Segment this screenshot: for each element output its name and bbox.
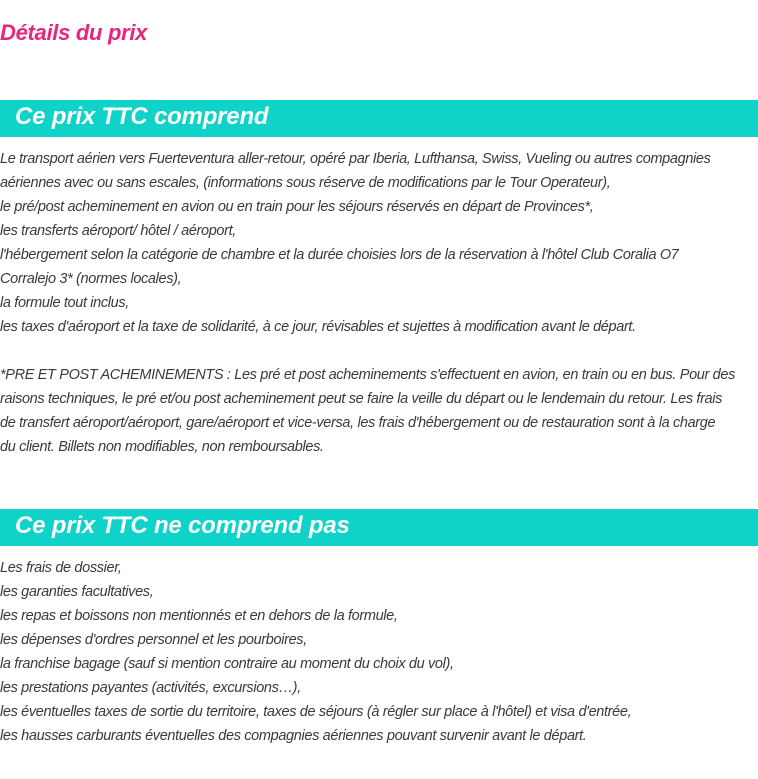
excluded-item: les prestations payantes (activités, excursions…), bbox=[0, 680, 301, 696]
included-item: aériennes avec ou sans escales, (informations sous réserve de modifications par le Tour Operateur), bbox=[0, 175, 611, 191]
page-title: Détails du prix bbox=[0, 20, 148, 45]
excluded-item: les repas et boissons non mentionnés et en dehors de la formule, bbox=[0, 608, 398, 624]
acheminement-note bbox=[0, 363, 752, 459]
excluded-list bbox=[0, 556, 752, 748]
excluded-heading: Ce prix TTC ne comprend pas bbox=[15, 512, 350, 539]
excluded-item: les garanties facultatives, bbox=[0, 584, 154, 600]
excluded-item: les hausses carburants éventuelles des compagnies aériennes pouvant survenir avant le départ. bbox=[0, 728, 587, 744]
excluded-item: la franchise bagage (sauf si mention contraire au moment du choix du vol), bbox=[0, 656, 454, 672]
note-line: raisons techniques, le pré et/ou post acheminement peut se faire la veille du départ ou le lendemain du retour. Les frais bbox=[0, 391, 723, 407]
included-list bbox=[0, 147, 752, 339]
note-line: *PRE ET POST ACHEMINEMENTS : Les pré et post acheminements s'effectuent en avion, en train ou en bus. Pour des bbox=[0, 367, 736, 383]
excluded-item: les éventuelles taxes de sortie du territoire, taxes de séjours (à régler sur place à l'hôtel) et visa d'entrée, bbox=[0, 704, 632, 720]
included-item: les transferts aéroport/ hôtel / aéroport, bbox=[0, 223, 236, 239]
included-heading: Ce prix TTC comprend bbox=[15, 103, 269, 130]
included-item: la formule tout inclus, bbox=[0, 295, 129, 311]
included-item: les taxes d'aéroport et la taxe de solidarité, à ce jour, révisables et sujettes à modification avant le départ. bbox=[0, 319, 636, 335]
excluded-section-header bbox=[0, 509, 758, 546]
excluded-item: Les frais de dossier, bbox=[0, 560, 122, 576]
included-item: l'hébergement selon la catégorie de chambre et la durée choisies lors de la réservation à l'hôtel Club Coralia O7 bbox=[0, 247, 679, 263]
note-line: de transfert aéroport/aéroport, gare/aéroport et vice-versa, les frais d'hébergement ou de restauration sont à la charge bbox=[0, 415, 716, 431]
note-line: du client. Billets non modifiables, non remboursables. bbox=[0, 439, 324, 455]
included-item: Le transport aérien vers Fuerteventura aller-retour, opéré par Iberia, Lufthansa, Swiss, Vueling ou autres compagnies bbox=[0, 151, 711, 167]
included-item: Corralejo 3* (normes locales), bbox=[0, 271, 182, 287]
included-section-header bbox=[0, 100, 758, 137]
included-item: le pré/post acheminement en avion ou en train pour les séjours réservés en départ de Provinces*, bbox=[0, 199, 594, 215]
excluded-item: les dépenses d'ordres personnel et les pourboires, bbox=[0, 632, 307, 648]
